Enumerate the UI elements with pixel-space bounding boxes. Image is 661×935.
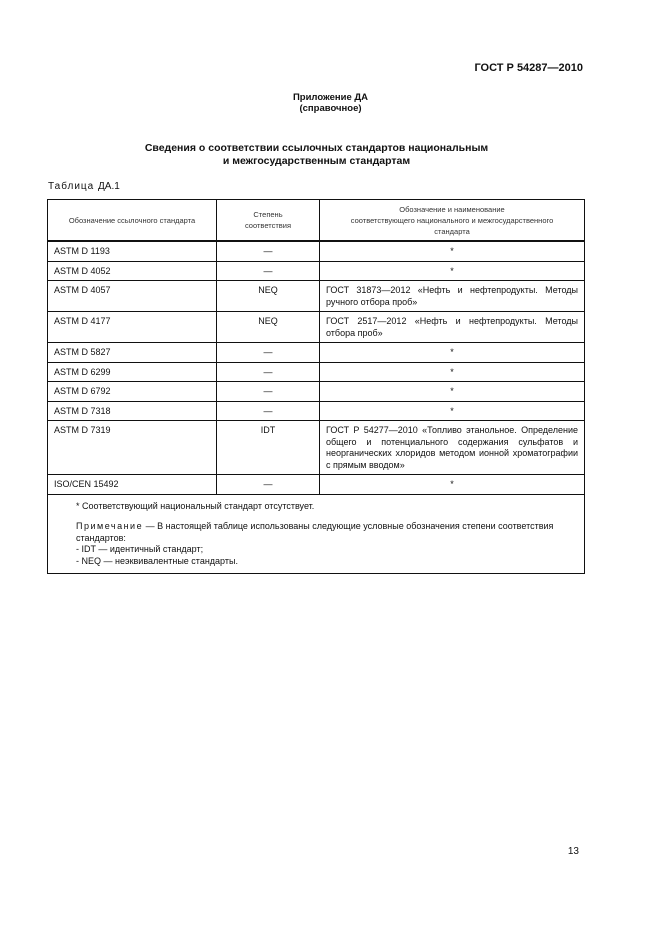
table-notes [48, 494, 585, 574]
header-degree: Степень соответствия [217, 200, 320, 242]
reference-standard-cell: ASTM D 4052 [48, 261, 217, 281]
reference-standard-cell: ASTM D 5827 [48, 343, 217, 363]
reference-standard-cell: ASTM D 7318 [48, 401, 217, 421]
degree-cell: — [217, 475, 320, 495]
degree-cell: IDT [217, 421, 320, 475]
reference-standard-cell: ASTM D 6299 [48, 362, 217, 382]
degree-cell: — [217, 382, 320, 402]
header-corresponding-standard: Обозначение и наименование соответствующего национального и межгосударственного стандарта [320, 200, 585, 242]
footnote: * Соответствующий национальный стандарт отсутствует. [76, 500, 315, 511]
appendix-title [0, 92, 661, 114]
degree-cell: NEQ [217, 312, 320, 343]
note-label: Примечание [76, 521, 144, 531]
reference-standard-cell: ASTM D 6792 [48, 382, 217, 402]
table-header-row [48, 200, 585, 242]
page-number: 13 [567, 846, 579, 857]
table-row [48, 362, 585, 382]
degree-cell: — [217, 343, 320, 363]
table-row [48, 421, 585, 475]
table-notes-row [48, 494, 585, 574]
corresponding-standard-cell: ГОСТ 31873—2012 «Нефть и нефтепродукты. Методы ручного отбора проб» [320, 281, 585, 312]
table-caption-number: ДА.1 [98, 181, 120, 192]
table-row [48, 401, 585, 421]
reference-standard-cell: ASTM D 4057 [48, 281, 217, 312]
degree-cell: — [217, 261, 320, 281]
section-title-line1: Сведения о соответствии ссылочных стандартов национальным [144, 142, 489, 154]
degree-cell: — [217, 401, 320, 421]
table-caption [48, 181, 120, 192]
table-row [48, 261, 585, 281]
table-row [48, 281, 585, 312]
note-item-idt: - IDT — идентичный стандарт; [76, 544, 204, 554]
note [76, 521, 570, 544]
corresponding-standard-cell: * [320, 382, 585, 402]
corresponding-standard-cell: * [320, 401, 585, 421]
section-title-line2: и межгосударственным стандартам [222, 155, 411, 167]
corresponding-standard-cell: ГОСТ 2517—2012 «Нефть и нефтепродукты. Методы отбора проб» [320, 312, 585, 343]
reference-standard-cell: ASTM D 1193 [48, 241, 217, 261]
table-row [48, 312, 585, 343]
reference-standard-cell: ISO/CEN 15492 [48, 475, 217, 495]
corresponding-standard-cell: * [320, 362, 585, 382]
note-text: — В настоящей таблице использованы следующие условные обозначения степени соответствия стандартов: [76, 521, 554, 543]
corresponding-standard-cell: * [320, 343, 585, 363]
table-row [48, 241, 585, 261]
correspondence-table [47, 199, 585, 574]
table-row [48, 343, 585, 363]
appendix-subheading: (справочное) [299, 103, 362, 114]
corresponding-standard-cell: * [320, 241, 585, 261]
table-row [48, 382, 585, 402]
table-caption-word: Таблица [48, 181, 95, 192]
section-title [0, 142, 633, 168]
degree-cell: — [217, 362, 320, 382]
table-row [48, 475, 585, 495]
corresponding-standard-cell: * [320, 475, 585, 495]
degree-cell: NEQ [217, 281, 320, 312]
appendix-heading: Приложение ДА [292, 92, 369, 103]
reference-standard-cell: ASTM D 4177 [48, 312, 217, 343]
note-item-neq: - NEQ — неэквивалентные стандарты. [76, 555, 238, 566]
corresponding-standard-cell: ГОСТ Р 54277—2010 «Топливо этанольное. Определение общего и потенциального содержания сульфатов и неорганических хлоридов методом ионной хроматографии с прямым вводом» [320, 421, 585, 475]
header-reference-standard: Обозначение ссылочного стандарта [48, 200, 217, 242]
degree-cell: — [217, 241, 320, 261]
document-code: ГОСТ Р 54287—2010 [474, 62, 583, 74]
corresponding-standard-cell: * [320, 261, 585, 281]
reference-standard-cell: ASTM D 7319 [48, 421, 217, 475]
